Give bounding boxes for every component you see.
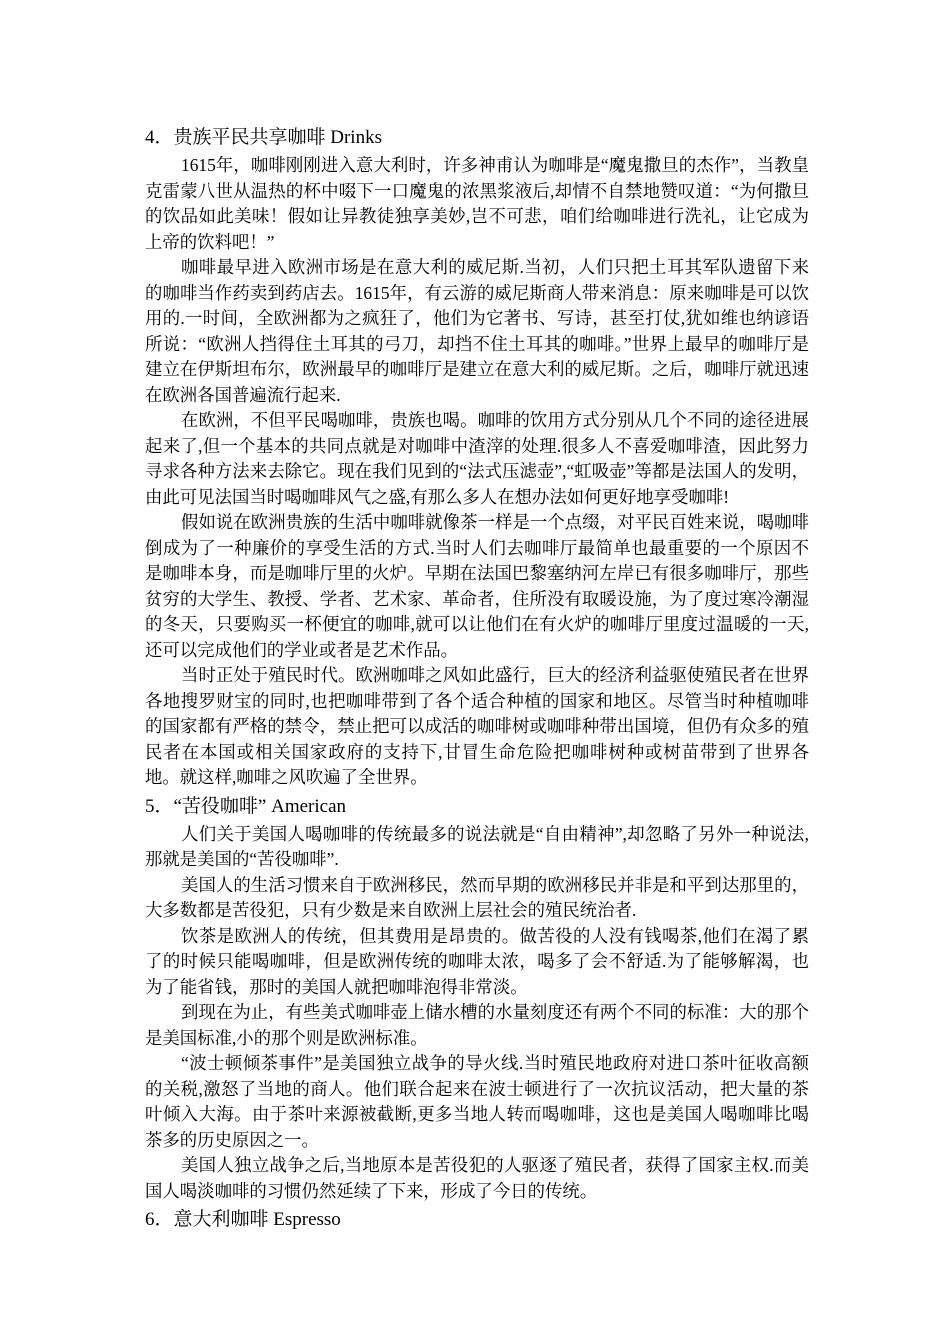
paragraph: 到现在为止，有些美式咖啡壶上储水槽的水量刻度还有两个不同的标准：大的那个是美国标准,小的那个则是欧洲标准。 (145, 1002, 809, 1048)
paragraph: 在欧洲，不但平民喝咖啡，贵族也喝。咖啡的饮用方式分别从几个不同的途径进展起来了,但一个基本的共同点就是对咖啡中渣滓的处理.很多人不喜爱咖啡渣，因此努力寻求各种方法来去除它。现在我们见到的“法式压滤壶”,“虹吸壶”等都是法国人的发明，由此可见法国当时喝咖啡风气之盛,有那么多人在想办法如何更好地享受咖啡! (145, 410, 809, 507)
paragraph: 饮茶是欧洲人的传统，但其费用是昂贵的。做苦役的人没有钱喝茶,他们在渴了累了的时候只能喝咖啡，但是欧洲传统的咖啡太浓，喝多了会不舒适.为了能够解渴，也为了能省钱，那时的美国人就把咖啡泡得非常淡。 (145, 925, 809, 997)
section-heading: 5．“苦役咖啡” American (145, 795, 347, 817)
section-4 (145, 122, 809, 791)
section-heading: 4．贵族平民共享咖啡 Drinks (145, 127, 382, 148)
section-heading: 6．意大利咖啡 Espresso (145, 1209, 341, 1230)
paragraph: 美国人的生活习惯来自于欧洲移民，然而早期的欧洲移民并非是和平到达那里的，大多数都是苦役犯，只有少数是来自欧洲上层社会的殖民统治者. (145, 874, 809, 920)
paragraph: 咖啡最早进入欧洲市场是在意大利的威尼斯.当初，人们只把土耳其军队遗留下来的咖啡当作药卖到药店去。1615年，有云游的威尼斯商人带来消息：原来咖啡是可以饮用的.一时间，全欧洲都为之疯狂了，他们为它著书、写诗，甚至打仗,犹如维也纳谚语所说：“欧洲人挡得住土耳其的弓刀，却挡不住土耳其的咖啡。”世界上最早的咖啡厅是建立在伊斯坦布尔，欧洲最早的咖啡厅是建立在意大利的威尼斯。之后，咖啡厅就迅速在欧洲各国普遍流行起来. (145, 257, 809, 405)
paragraph: 美国人独立战争之后,当地原本是苦役犯的人驱逐了殖民者，获得了国家主权.而美国人喝淡咖啡的习惯仍然延续了下来，形成了今日的传统。 (145, 1155, 809, 1201)
section-6 (145, 1204, 809, 1235)
document-page (145, 122, 809, 1235)
paragraph: 假如说在欧洲贵族的生活中咖啡就像茶一样是一个点缀，对平民百姓来说，喝咖啡倒成为了一种廉价的享受生活的方式.当时人们去咖啡厅最简单也最重要的一个原因不是咖啡本身，而是咖啡厅里的火炉。早期在法国巴黎塞纳河左岸已有很多咖啡厅，那些贫穷的大学生、教授、学者、艺术家、革命者，住所没有取暖设施，为了度过寒冷潮湿的冬天，只要购买一杯便宜的咖啡,就可以让他们在有火炉的咖啡厅里度过温暖的一天,还可以完成他们的学业或者是艺术作品。 (145, 512, 809, 660)
section-5 (145, 791, 809, 1205)
paragraph: 1615年，咖啡刚刚进入意大利时，许多神甫认为咖啡是“魔鬼撒旦的杰作”，当教皇克雷蒙八世从温热的杯中啜下一口魔鬼的浓黑浆液后,却情不自禁地赞叹道：“为何撒旦的饮品如此美味！假如让异教徒独享美妙,岂不可悲，咱们给咖啡进行洗礼，让它成为上帝的饮料吧！” (145, 155, 809, 252)
paragraph: 人们关于美国人喝咖啡的传统最多的说法就是“自由精神”,却忽略了另外一种说法,那就是美国的“苦役咖啡”. (145, 823, 809, 869)
paragraph: “波士顿倾茶事件”是美国独立战争的导火线.当时殖民地政府对进口茶叶征收高额的关税,激怒了当地的商人。他们联合起来在波士顿进行了一次抗议活动，把大量的茶叶倾入大海。由于茶叶来源被截断,更多当地人转而喝咖啡，这也是美国人喝咖啡比喝茶多的历史原因之一。 (145, 1053, 809, 1150)
paragraph: 当时正处于殖民时代。欧洲咖啡之风如此盛行，巨大的经济利益驱使殖民者在世界各地搜罗财宝的同时,也把咖啡带到了各个适合种植的国家和地区。尽管当时种植咖啡的国家都有严格的禁令，禁止把可以成活的咖啡树或咖啡种带出国境，但仍有众多的殖民者在本国或相关国家政府的支持下,甘冒生命危险把咖啡树种或树苗带到了世界各地。就这样,咖啡之风吹遍了全世界。 (145, 665, 809, 787)
